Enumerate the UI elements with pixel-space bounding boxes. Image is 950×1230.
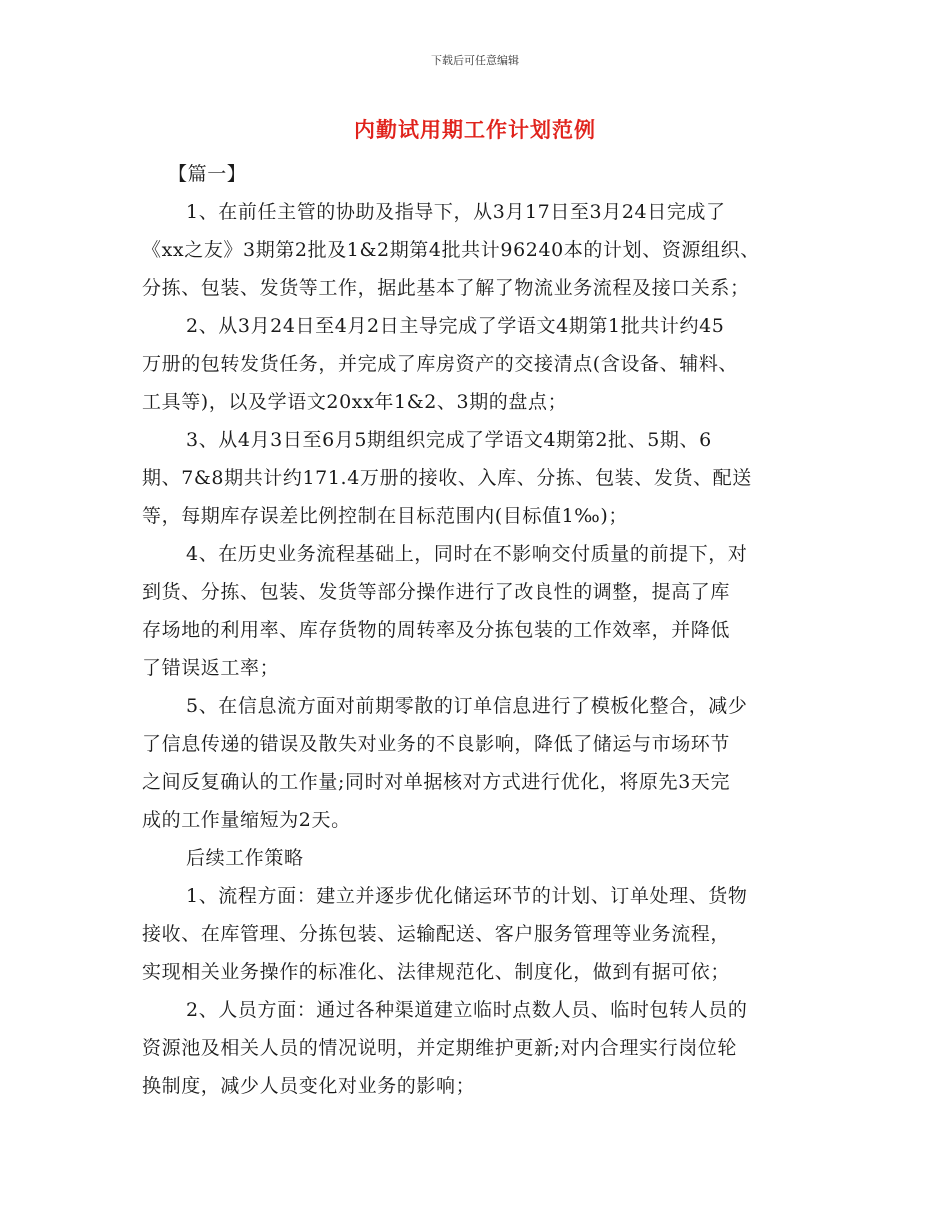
text-line: 【篇一】 [168, 163, 247, 185]
text-line: 存场地的利用率、库存货物的周转率及分拣包装的工作效率，并降低 [142, 619, 731, 641]
text-line: 了信息传递的错误及散失对业务的不良影响，降低了储运与市场环节 [142, 733, 731, 755]
text-line: 之间反复确认的工作量;同时对单据核对方式进行优化，将原先3天完 [142, 771, 731, 793]
text-line: 成的工作量缩短为2天。 [142, 809, 351, 831]
text-line: 4、在历史业务流程基础上，同时在不影响交付质量的前提下，对 [186, 543, 748, 565]
text-line: 接收、在库管理、分拣包装、运输配送、客户服务管理等业务流程， [142, 923, 731, 945]
document-title: 内勤试用期工作计划范例 [354, 117, 596, 142]
text-line: 了错误返工率； [142, 657, 280, 679]
text-line: 1、在前任主管的协助及指导下，从3月17日至3月24日完成了 [186, 201, 726, 223]
text-line: 3、从4月3日至6月5期组织完成了学语文4期第2批、5期、6 [186, 429, 712, 451]
text-line: 期、7&8期共计约171.4万册的接收、入库、分拣、包装、发货、配送 [142, 467, 752, 489]
text-line: 实现相关业务操作的标准化、法律规范化、制度化，做到有据可依； [142, 961, 731, 983]
text-line: 5、在信息流方面对前期零散的订单信息进行了模板化整合，减少 [186, 695, 748, 717]
text-line: 1、流程方面：建立并逐步优化储运环节的计划、订单处理、货物 [186, 885, 748, 907]
text-line: 工具等)，以及学语文20xx年1&2、3期的盘点； [142, 391, 568, 413]
text-line: 万册的包转发货任务，并完成了库房资产的交接清点(含设备、辅料、 [142, 353, 739, 375]
text-line: 换制度，减少人员变化对业务的影响； [142, 1075, 476, 1097]
text-line: 后续工作策略 [186, 847, 304, 869]
text-line: 到货、分拣、包装、发货等部分操作进行了改良性的调整，提高了库 [142, 581, 731, 603]
text-line: 2、人员方面：通过各种渠道建立临时点数人员、临时包转人员的 [186, 999, 748, 1021]
text-line: 等，每期库存误差比例控制在目标范围内(目标值1‰)； [142, 505, 629, 527]
text-line: 《xx之友》3期第2批及1&2期第4批共计96240本的计划、资源组织、 [142, 239, 760, 261]
text-line: 资源池及相关人员的情况说明，并定期维护更新;对内合理实行岗位轮 [142, 1037, 738, 1059]
header-note: 下载后可任意编辑 [431, 54, 519, 67]
text-line: 2、从3月24日至4月2日主导完成了学语文4期第1批共计约45 [186, 315, 725, 337]
text-line: 分拣、包装、发货等工作，据此基本了解了物流业务流程及接口关系； [142, 277, 750, 299]
